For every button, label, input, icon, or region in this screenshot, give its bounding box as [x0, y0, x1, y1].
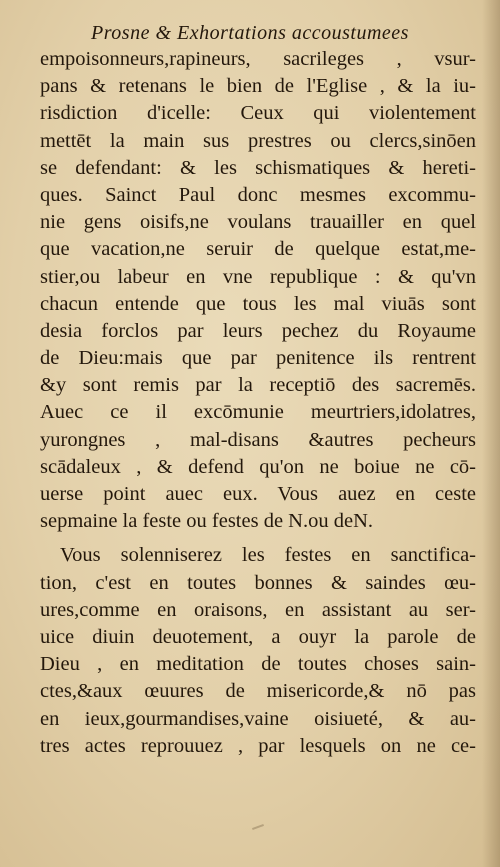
- text-line: nie gens oisifs,ne voulans trauailler en quel: [40, 211, 476, 234]
- text-line: stier,ou labeur en vne republique : & qu'vn: [40, 265, 476, 288]
- ink-mark: [252, 824, 264, 830]
- paragraph: [40, 542, 476, 760]
- text-line: &y sont remis par la receptiō des sacremēs.: [40, 374, 476, 397]
- text-line: en ieux,gourmandises,vaine oisiueté, & au-: [40, 707, 476, 730]
- text-line: sepmaine la feste ou festes de N.ou deN.: [40, 510, 374, 533]
- text-line: tion, c'est en toutes bonnes & saindes œu-: [40, 571, 476, 594]
- text-line: risdiction d'icelle: Ceux qui violentement: [40, 102, 476, 125]
- text-line: se defendant: & les schismatiques & hereti-: [40, 156, 476, 179]
- text-line: uice diuin deuotement, a ouyr la parole de: [40, 625, 476, 648]
- text-line: que vacation,ne seruir de quelque estat,me-: [40, 238, 476, 261]
- body-text: [40, 46, 476, 760]
- text-line: ctes,&aux œuures de misericorde,& nō pas: [40, 680, 476, 703]
- text-line: uerse point auec eux. Vous auez en ceste: [40, 483, 476, 505]
- text-line: desia forclos par leurs pechez du Royaume: [40, 319, 476, 342]
- text-line: tres actes reprouuez , par lesquels on ne ce-: [40, 734, 476, 757]
- text-line: pans & retenans le bien de l'Eglise , & la iu-: [40, 75, 476, 98]
- page-edge-shadow: [482, 0, 500, 867]
- text-line: Vous solenniserez les festes en sanctifica-: [60, 544, 476, 567]
- text-line: Dieu , en meditation de toutes choses sain-: [40, 653, 476, 676]
- paragraph: [40, 46, 476, 535]
- paragraph-gap: [40, 535, 476, 542]
- text-line: ures,comme en oraisons, en assistant au ser-: [40, 598, 476, 621]
- text-line: scādaleux , & defend qu'on ne boiue ne cō-: [40, 455, 476, 478]
- text-line: chacun entende que tous les mal viuās sont: [40, 292, 476, 315]
- text-line: empoisonneurs,rapineurs, sacrileges , vsur-: [40, 48, 476, 70]
- text-line: ques. Sainct Paul donc mesmes excommu-: [40, 183, 476, 206]
- text-line: yurongnes , mal-disans &autres pecheurs: [40, 428, 476, 451]
- text-line: Auec ce il excōmunie meurtriers,idolatres,: [40, 401, 476, 424]
- text-line: mettēt la main sus prestres ou clercs,sinōen: [40, 129, 476, 152]
- text-line: de Dieu:mais que par penitence ils rentrent: [40, 347, 476, 370]
- running-head: Prosne & Exhortations accoustumees: [91, 22, 409, 44]
